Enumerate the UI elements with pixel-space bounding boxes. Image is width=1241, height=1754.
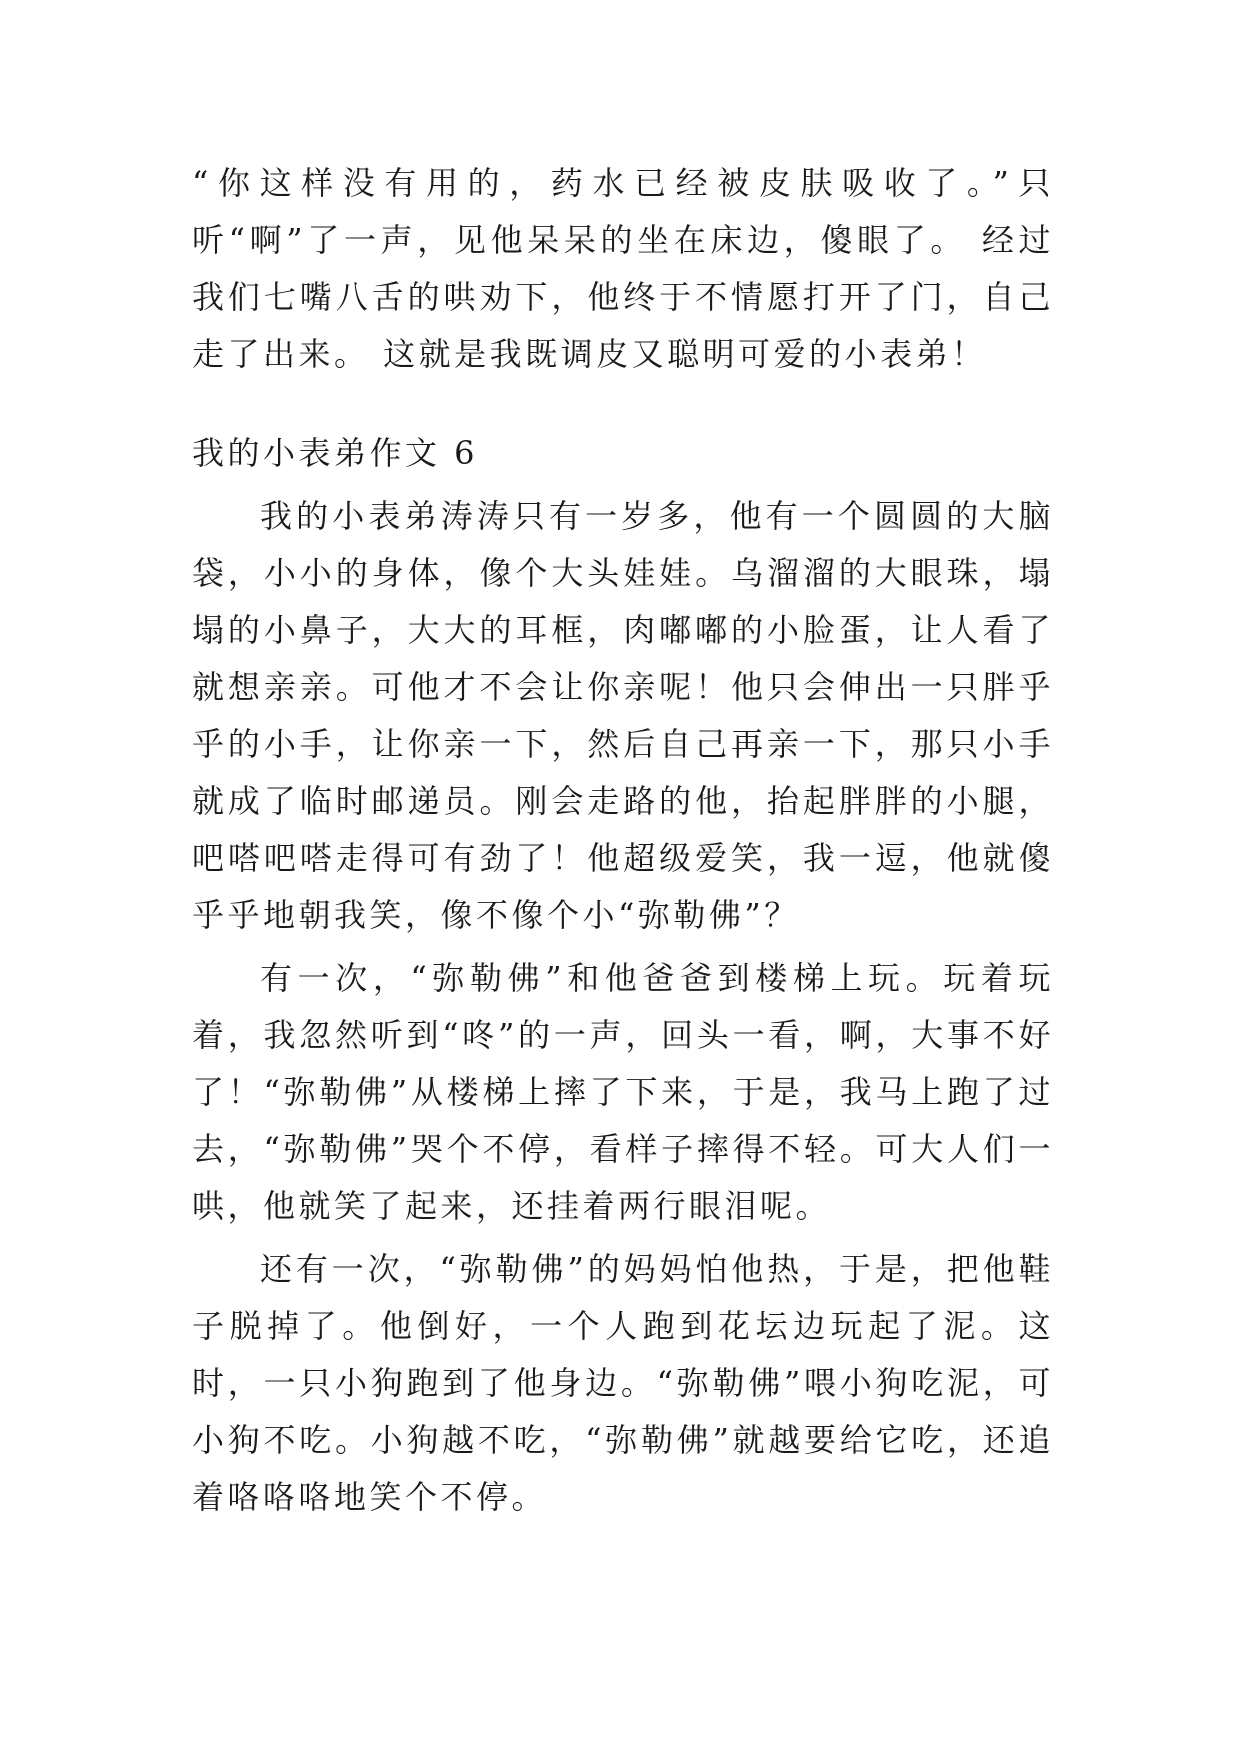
body-paragraph-1: 我的小表弟涛涛只有一岁多，他有一个圆圆的大脑袋，小小的身体，像个大头娃娃。乌溜溜的大眼珠，塌塌的小鼻子，大大的耳框，肉嘟嘟的小脸蛋，让人看了就想亲亲。可他才不会让你亲呢！他只会伸出一只胖乎乎的小手，让你亲一下，然后自己再亲一下，那只小手就成了临时邮递员。刚会走路的他，抬起胖胖的小腿，吧嗒吧嗒走得可有劲了！他超级爱笑，我一逗，他就傻乎乎地朝我笑，像不像个小“弥勒佛”？ [192, 497, 1054, 934]
continuation-paragraph: “你这样没有用的，药水已经被皮肤吸收了。”只听“啊”了一声，见他呆呆的坐在床边，傻眼了。 经过我们七嘴八舌的哄劝下，他终于不情愿打开了门，自己走了出来。 这就是我既调皮又聪明可爱的小表弟！ [192, 164, 1054, 373]
body-paragraph-2: 有一次，“弥勒佛”和他爸爸到楼梯上玩。玩着玩着，我忽然听到“咚”的一声，回头一看，啊，大事不好了！“弥勒佛”从楼梯上摔了下来，于是，我马上跑了过去，“弥勒佛”哭个不停，看样子摔得不轻。可大人们一哄，他就笑了起来，还挂着两行眼泪呢。 [192, 959, 1054, 1225]
essay-heading: 我的小表弟作文 6 [192, 434, 479, 472]
body-paragraph-3: 还有一次，“弥勒佛”的妈妈怕他热，于是，把他鞋子脱掉了。他倒好，一个人跑到花坛边玩起了泥。这时，一只小狗跑到了他身边。“弥勒佛”喂小狗吃泥，可小狗不吃。小狗越不吃，“弥勒佛”就越要给它吃，还追着咯咯咯地笑个不停。 [192, 1250, 1054, 1516]
document-page [192, 155, 1054, 1526]
